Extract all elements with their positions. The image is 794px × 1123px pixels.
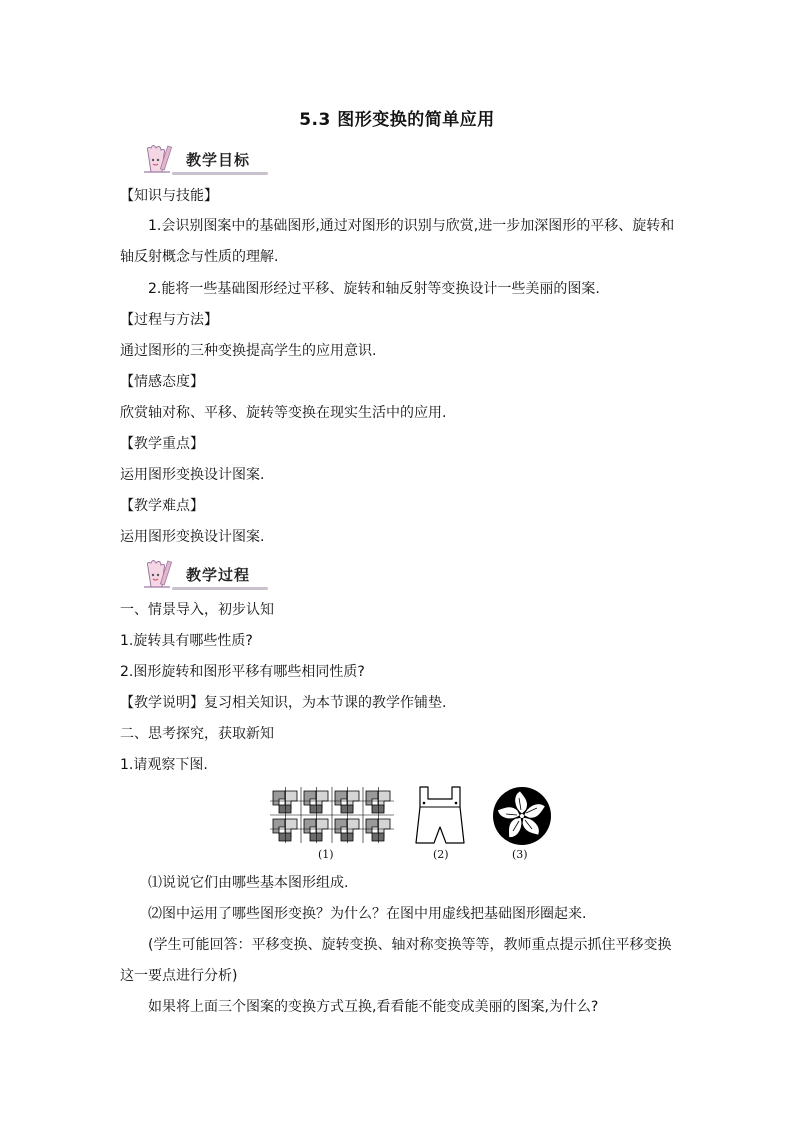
teaching-note: 【教学说明】复习相关知识，为本节课的教学作铺垫.: [120, 695, 447, 711]
section-badge-objectives: [142, 142, 270, 176]
pencil-holder-icon: [142, 142, 182, 176]
section-badge-process: [142, 557, 270, 591]
paragraph: 运用图形变换设计图案.: [120, 529, 265, 545]
heading-process: 【过程与方法】: [120, 312, 218, 328]
heading-emotion: 【情感态度】: [120, 374, 204, 390]
paragraph: 2.能将一些基础图形经过平移、旋转和轴反射等变换设计一些美丽的图案.: [148, 281, 600, 297]
figure-caption: (3): [512, 848, 528, 861]
student-answer: 这一要点进行分析): [120, 968, 238, 984]
bauhinia-emblem-figure: [492, 786, 552, 846]
question: 1.旋转具有哪些性质?: [120, 633, 253, 649]
paragraph: 欣赏轴对称、平移、旋转等变换在现实生活中的应用.: [120, 405, 447, 421]
sub-question: ⑴说说它们由哪些基本图形组成.: [148, 875, 349, 891]
pencil-holder-icon: [142, 557, 182, 591]
question: 2.图形旋转和图形平移有哪些相同性质?: [120, 664, 365, 680]
paragraph: 如果将上面三个图案的变换方式互换,看看能不能变成美丽的图案,为什么?: [148, 999, 599, 1015]
figure-caption: (2): [433, 848, 449, 861]
section-underline: [172, 587, 268, 590]
section-heading: 二、思考探究，获取新知: [120, 726, 274, 742]
heading-key: 【教学重点】: [120, 436, 204, 452]
section-heading: 一、情景导入，初步认知: [120, 602, 274, 618]
page-title: 5.3 图形变换的简单应用: [299, 110, 495, 130]
student-answer: (学生可能回答：平移变换、旋转变换、轴对称变换等等，教师重点提示抓住平移变换: [148, 937, 672, 953]
paragraph: 运用图形变换设计图案.: [120, 467, 265, 483]
paragraph: 1.会识别图案中的基础图形,通过对图形的识别与欣赏,进一步加深图形的平移、旋转和: [148, 218, 675, 234]
figure-caption: (1): [318, 848, 334, 861]
heading-difficulty: 【教学难点】: [120, 498, 204, 514]
tessellation-figure: [270, 787, 394, 843]
paragraph: 轴反射概念与性质的理解.: [120, 249, 279, 265]
question: 1.请观察下图.: [120, 757, 208, 773]
section-underline: [172, 172, 268, 175]
paragraph: 通过图形的三种变换提高学生的应用意识.: [120, 343, 377, 359]
heading-knowledge: 【知识与技能】: [120, 188, 218, 204]
sub-question: ⑵图中运用了哪些图形变换？为什么？在图中用虚线把基础图形圈起来.: [148, 906, 587, 922]
section-title: 教学过程: [186, 566, 251, 584]
section-title: 教学目标: [186, 151, 251, 169]
overalls-figure: [412, 785, 468, 845]
